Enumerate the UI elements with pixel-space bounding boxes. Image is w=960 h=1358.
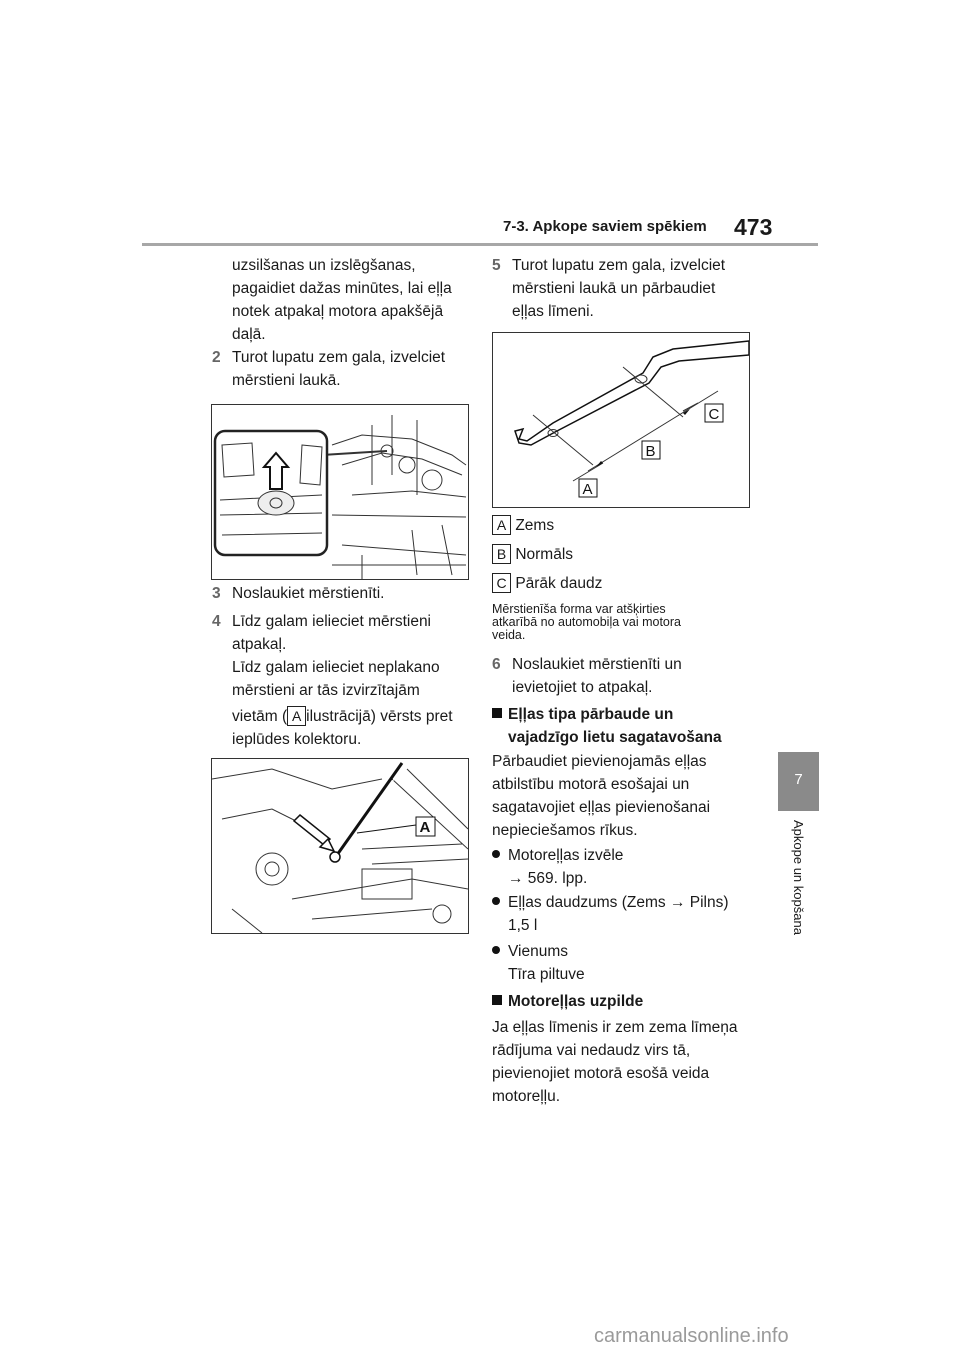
step-3-number: 3 <box>212 585 221 602</box>
step-6-text: Noslaukiet mērstienīti un ievietojiet to atpakaļ. <box>512 656 682 696</box>
legend-item-a: A Zems <box>492 514 554 537</box>
square-bullet-icon <box>492 708 502 718</box>
step-4-text: Līdz galam ielieciet mērstieni atpakaļ. Līdz galam ielieciet neplakano mērstieni ar tās izvirzītajām vietām ( A ilustrācijā) vērsts pret ieplūdes kolektoru. <box>232 613 453 748</box>
round-bullet-icon <box>492 897 500 905</box>
header-rule <box>142 243 818 246</box>
legend-item-b: B Normāls <box>492 543 573 566</box>
round-bullet-icon <box>492 946 500 954</box>
step-5-number: 5 <box>492 257 501 274</box>
paragraph-refill: Ja eļļas līmenis ir zem zema līmeņa rādījuma vai nedaudz virs tā, pievienojiet motorā esošā veida motoreļļu. <box>492 1019 738 1105</box>
bullet-items: Vienums Tīra piltuve <box>492 940 585 986</box>
step-6-number: 6 <box>492 656 501 673</box>
paragraph-check-oil: Pārbaudiet pievienojamās eļļas atbilstību motorā esošajai un sagatavojiet eļļas pievienošanai nepieciešamos rīkus. <box>492 753 711 839</box>
figure-note: Mērstienīša forma var atšķirties atkarībā no automobiļa vai motora veida. <box>492 602 681 642</box>
square-bullet-icon <box>492 995 502 1005</box>
label-a-figure: A <box>582 481 593 498</box>
legend-item-c: C Pārāk daudz <box>492 572 602 595</box>
page-number: 473 <box>734 214 773 240</box>
label-b-figure: B <box>645 443 656 460</box>
figure-dipstick-removal <box>211 404 469 580</box>
figure-dipstick-insertion <box>211 758 469 934</box>
step-5-text: Turot lupatu zem gala, izvelciet mērstieni laukā un pārbaudiet eļļas līmeni. <box>512 257 726 320</box>
label-a-inline: A <box>287 706 306 726</box>
step-3-text: Noslaukiet mērstienīti. <box>232 585 385 602</box>
label-a-figure: A <box>419 819 431 836</box>
bullet-oil-quantity: Eļļas daudzums (Zems → Pilns) 1,5 l <box>492 891 729 937</box>
chapter-tab[interactable]: 7 <box>778 752 819 811</box>
watermark[interactable]: carmanualsonline.info <box>594 1325 789 1347</box>
continued-text: uzsilšanas un izslēgšanas, pagaidiet dažas minūtes, lai eļļa notek atpakaļ motora apakšējā daļā. <box>232 257 452 343</box>
figure-dipstick-levels <box>492 332 750 508</box>
step-2-number: 2 <box>212 349 221 366</box>
step-4-number: 4 <box>212 613 221 630</box>
section-title: 7-3. Apkope saviem spēkiem <box>503 218 707 235</box>
heading-oil-refill: Motoreļļas uzpilde <box>492 990 643 1013</box>
page-link[interactable]: → 569. lpp. <box>508 870 588 887</box>
bullet-oil-choice: Motoreļļas izvēle → 569. lpp. <box>492 844 623 890</box>
dipstick-insertion-illustration <box>212 759 468 933</box>
chapter-label: Apkope un kopšana <box>791 820 806 935</box>
heading-oil-type: Eļļas tipa pārbaude un vajadzīgo lietu sagatavošana <box>492 703 722 749</box>
label-c-figure: C <box>708 406 720 423</box>
step-2-text: Turot lupatu zem gala, izvelciet mērstieni laukā. <box>232 349 446 389</box>
engine-bay-illustration <box>212 405 468 579</box>
round-bullet-icon <box>492 850 500 858</box>
dipstick-level-illustration <box>493 333 749 507</box>
